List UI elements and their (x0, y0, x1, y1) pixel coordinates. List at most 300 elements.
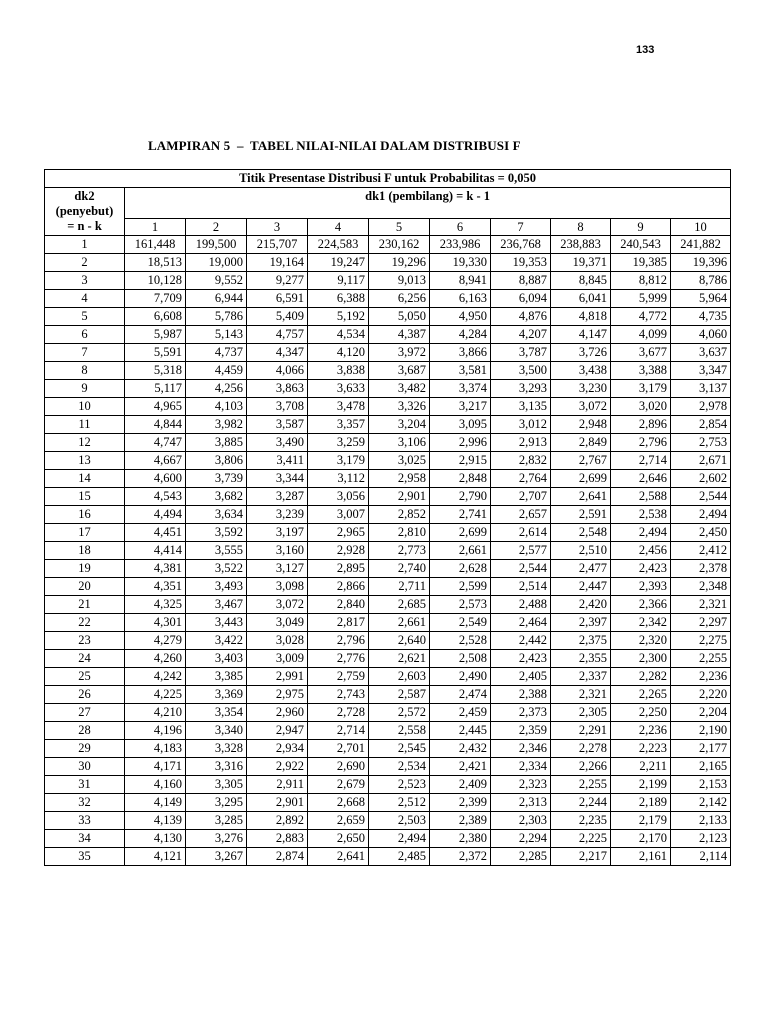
table-cell: 2,291 (551, 722, 611, 740)
table-cell: 4,451 (125, 524, 186, 542)
table-cell: 2,628 (430, 560, 491, 578)
table-cell: 4,325 (125, 596, 186, 614)
table-cell: 6,591 (247, 290, 308, 308)
table-cell: 5,987 (125, 326, 186, 344)
table-cell: 2,378 (671, 560, 731, 578)
table-cell: 2,948 (551, 416, 611, 434)
table-cell: 2,303 (491, 812, 551, 830)
table-cell: 2,892 (247, 812, 308, 830)
table-cell: 3,127 (247, 560, 308, 578)
table-cell: 2,558 (369, 722, 430, 740)
row-label: 35 (45, 848, 125, 866)
table-cell: 3,009 (247, 650, 308, 668)
table-cell: 2,278 (551, 740, 611, 758)
table-cell: 2,690 (308, 758, 369, 776)
table-cell: 2,668 (308, 794, 369, 812)
table-cell: 8,941 (430, 272, 491, 290)
table-cell: 3,007 (308, 506, 369, 524)
table-cell: 3,049 (247, 614, 308, 632)
table-cell: 2,896 (611, 416, 671, 434)
row-label: 20 (45, 578, 125, 596)
table-cell: 3,885 (186, 434, 247, 452)
table-cell: 2,165 (671, 758, 731, 776)
f-distribution-table (44, 169, 731, 866)
table-cell: 238,883 (551, 236, 611, 254)
table-cell: 3,403 (186, 650, 247, 668)
table-cell: 2,714 (308, 722, 369, 740)
table-cell: 4,260 (125, 650, 186, 668)
table-cell: 3,555 (186, 542, 247, 560)
table-cell: 2,602 (671, 470, 731, 488)
table-cell: 2,685 (369, 596, 430, 614)
table-cell: 3,340 (186, 722, 247, 740)
table-cell: 3,135 (491, 398, 551, 416)
table-cell: 2,297 (671, 614, 731, 632)
table-cell: 3,267 (186, 848, 247, 866)
table-cell: 2,342 (611, 614, 671, 632)
table-cell: 2,459 (430, 704, 491, 722)
table-cell: 2,650 (308, 830, 369, 848)
table-cell: 2,661 (369, 614, 430, 632)
table-cell: 3,293 (491, 380, 551, 398)
table-cell: 2,701 (308, 740, 369, 758)
table-cell: 2,707 (491, 488, 551, 506)
table-cell: 3,863 (247, 380, 308, 398)
table-cell: 2,346 (491, 740, 551, 758)
table-cell: 2,572 (369, 704, 430, 722)
table-cell: 3,443 (186, 614, 247, 632)
table-cell: 5,591 (125, 344, 186, 362)
table-cell: 4,210 (125, 704, 186, 722)
row-label: 24 (45, 650, 125, 668)
table-cell: 3,493 (186, 578, 247, 596)
table-cell: 3,295 (186, 794, 247, 812)
table-cell: 2,494 (671, 506, 731, 524)
table-cell: 2,512 (369, 794, 430, 812)
table-cell: 2,300 (611, 650, 671, 668)
table-cell: 2,236 (611, 722, 671, 740)
table-cell: 2,153 (671, 776, 731, 794)
table-cell: 3,347 (671, 362, 731, 380)
table-cell: 3,490 (247, 434, 308, 452)
table-cell: 2,432 (430, 740, 491, 758)
table-cell: 4,183 (125, 740, 186, 758)
table-cell: 161,448 (125, 236, 186, 254)
table-cell: 3,787 (491, 344, 551, 362)
row-label: 22 (45, 614, 125, 632)
table-cell: 6,094 (491, 290, 551, 308)
row-label: 25 (45, 668, 125, 686)
table-cell: 3,204 (369, 416, 430, 434)
table-cell: 4,965 (125, 398, 186, 416)
table-cell: 3,020 (611, 398, 671, 416)
table-cell: 19,330 (430, 254, 491, 272)
table-cell: 4,818 (551, 308, 611, 326)
table-cell: 3,328 (186, 740, 247, 758)
table-row (45, 650, 731, 668)
table-cell: 2,399 (430, 794, 491, 812)
dk2-header-line-3: = n - k (67, 219, 102, 233)
table-cell: 2,236 (671, 668, 731, 686)
table-cell: 19,247 (308, 254, 369, 272)
table-cell: 2,975 (247, 686, 308, 704)
table-cell: 3,276 (186, 830, 247, 848)
table-cell: 3,687 (369, 362, 430, 380)
table-cell: 2,445 (430, 722, 491, 740)
row-label: 18 (45, 542, 125, 560)
table-row (45, 362, 731, 380)
table-cell: 3,072 (247, 596, 308, 614)
table-cell: 4,196 (125, 722, 186, 740)
table-cell: 2,285 (491, 848, 551, 866)
table-cell: 6,608 (125, 308, 186, 326)
table-cell: 2,282 (611, 668, 671, 686)
row-label: 8 (45, 362, 125, 380)
table-row (45, 398, 731, 416)
row-label: 15 (45, 488, 125, 506)
table-cell: 3,072 (551, 398, 611, 416)
column-header: 5 (369, 219, 430, 236)
table-cell: 2,294 (491, 830, 551, 848)
table-cell: 4,256 (186, 380, 247, 398)
dk2-header-line-2: (penyebut) (55, 204, 114, 218)
table-cell: 4,844 (125, 416, 186, 434)
table-row (45, 632, 731, 650)
table-cell: 3,838 (308, 362, 369, 380)
table-cell: 2,849 (551, 434, 611, 452)
table-cell: 2,534 (369, 758, 430, 776)
table-row (45, 560, 731, 578)
table-cell: 19,353 (491, 254, 551, 272)
table-cell: 2,895 (308, 560, 369, 578)
table-cell: 2,189 (611, 794, 671, 812)
column-header: 8 (551, 219, 611, 236)
table-cell: 3,592 (186, 524, 247, 542)
table-cell: 2,250 (611, 704, 671, 722)
table-cell: 2,545 (369, 740, 430, 758)
table-cell: 4,066 (247, 362, 308, 380)
table-cell: 2,796 (308, 632, 369, 650)
row-label: 1 (45, 236, 125, 254)
table-cell: 3,285 (186, 812, 247, 830)
table-cell: 2,764 (491, 470, 551, 488)
table-cell: 2,359 (491, 722, 551, 740)
table-row (45, 326, 731, 344)
table-cell: 5,318 (125, 362, 186, 380)
table-cell: 2,659 (308, 812, 369, 830)
table-cell: 2,305 (551, 704, 611, 722)
dk2-header (45, 188, 125, 236)
table-cell: 2,334 (491, 758, 551, 776)
row-label: 14 (45, 470, 125, 488)
table-cell: 3,137 (671, 380, 731, 398)
row-label: 9 (45, 380, 125, 398)
table-cell: 2,965 (308, 524, 369, 542)
table-cell: 9,013 (369, 272, 430, 290)
table-cell: 2,866 (308, 578, 369, 596)
table-cell: 2,409 (430, 776, 491, 794)
table-cell: 2,646 (611, 470, 671, 488)
row-label: 30 (45, 758, 125, 776)
table-row (45, 722, 731, 740)
table-cell: 4,099 (611, 326, 671, 344)
table-cell: 3,411 (247, 452, 308, 470)
table-cell: 2,464 (491, 614, 551, 632)
table-cell: 3,682 (186, 488, 247, 506)
table-cell: 2,577 (491, 542, 551, 560)
table-cell: 5,964 (671, 290, 731, 308)
table-row (45, 290, 731, 308)
table-cell: 3,259 (308, 434, 369, 452)
table-cell: 4,459 (186, 362, 247, 380)
table-cell: 2,544 (491, 560, 551, 578)
table-cell: 3,028 (247, 632, 308, 650)
table-cell: 3,112 (308, 470, 369, 488)
table-cell: 2,741 (430, 506, 491, 524)
table-cell: 2,852 (369, 506, 430, 524)
table-cell: 4,120 (308, 344, 369, 362)
table-cell: 19,296 (369, 254, 430, 272)
table-cell: 4,160 (125, 776, 186, 794)
table-cell: 2,337 (551, 668, 611, 686)
table-cell: 2,538 (611, 506, 671, 524)
row-label: 17 (45, 524, 125, 542)
row-label: 26 (45, 686, 125, 704)
table-cell: 2,372 (430, 848, 491, 866)
table-cell: 3,369 (186, 686, 247, 704)
table-cell: 3,287 (247, 488, 308, 506)
row-label: 10 (45, 398, 125, 416)
table-cell: 4,121 (125, 848, 186, 866)
table-cell: 2,743 (308, 686, 369, 704)
table-cell: 5,050 (369, 308, 430, 326)
table-cell: 2,421 (430, 758, 491, 776)
f-distribution-table-container (44, 169, 730, 866)
table-cell: 2,235 (551, 812, 611, 830)
table-cell: 3,098 (247, 578, 308, 596)
table-cell: 2,978 (671, 398, 731, 416)
dk2-header-line-1: dk2 (74, 189, 95, 203)
column-header: 10 (671, 219, 731, 236)
table-cell: 2,503 (369, 812, 430, 830)
table-cell: 2,510 (551, 542, 611, 560)
table-cell: 233,986 (430, 236, 491, 254)
table-cell: 2,211 (611, 758, 671, 776)
table-cell: 3,217 (430, 398, 491, 416)
table-cell: 3,677 (611, 344, 671, 362)
table-cell: 2,790 (430, 488, 491, 506)
table-cell: 2,767 (551, 452, 611, 470)
table-cell: 2,759 (308, 668, 369, 686)
table-row (45, 596, 731, 614)
table-cell: 2,661 (430, 542, 491, 560)
column-header: 3 (247, 219, 308, 236)
table-cell: 3,739 (186, 470, 247, 488)
table-cell: 3,634 (186, 506, 247, 524)
table-cell: 8,845 (551, 272, 611, 290)
table-cell: 2,199 (611, 776, 671, 794)
row-label: 31 (45, 776, 125, 794)
column-header: 1 (125, 219, 186, 236)
table-cell: 2,548 (551, 524, 611, 542)
table-cell: 3,305 (186, 776, 247, 794)
table-cell: 2,373 (491, 704, 551, 722)
table-cell: 199,500 (186, 236, 247, 254)
table-cell: 2,177 (671, 740, 731, 758)
table-row (45, 848, 731, 866)
table-cell: 2,161 (611, 848, 671, 866)
table-cell: 2,508 (430, 650, 491, 668)
table-cell: 2,320 (611, 632, 671, 650)
table-cell: 2,133 (671, 812, 731, 830)
table-cell: 2,244 (551, 794, 611, 812)
table-cell: 2,901 (247, 794, 308, 812)
table-cell: 2,817 (308, 614, 369, 632)
table-cell: 4,060 (671, 326, 731, 344)
table-cell: 2,679 (308, 776, 369, 794)
table-cell: 4,876 (491, 308, 551, 326)
table-cell: 3,478 (308, 398, 369, 416)
table-cell: 2,599 (430, 578, 491, 596)
table-cell: 2,603 (369, 668, 430, 686)
table-cell: 2,393 (611, 578, 671, 596)
table-cell: 2,313 (491, 794, 551, 812)
table-cell: 19,000 (186, 254, 247, 272)
table-cell: 2,380 (430, 830, 491, 848)
column-header-row (45, 219, 731, 236)
table-row (45, 686, 731, 704)
table-cell: 2,753 (671, 434, 731, 452)
table-cell: 2,323 (491, 776, 551, 794)
table-cell: 2,883 (247, 830, 308, 848)
table-row (45, 452, 731, 470)
table-cell: 7,709 (125, 290, 186, 308)
table-cell: 2,544 (671, 488, 731, 506)
table-cell: 2,699 (430, 524, 491, 542)
table-cell: 4,543 (125, 488, 186, 506)
table-cell: 4,130 (125, 830, 186, 848)
table-cell: 2,528 (430, 632, 491, 650)
table-cell: 4,225 (125, 686, 186, 704)
table-cell: 3,357 (308, 416, 369, 434)
table-row (45, 740, 731, 758)
table-cell: 2,123 (671, 830, 731, 848)
table-cell: 5,409 (247, 308, 308, 326)
table-cell: 2,641 (308, 848, 369, 866)
table-cell: 2,477 (551, 560, 611, 578)
table-cell: 2,991 (247, 668, 308, 686)
table-cell: 4,737 (186, 344, 247, 362)
table-cell: 2,588 (611, 488, 671, 506)
table-cell: 2,960 (247, 704, 308, 722)
table-cell: 2,549 (430, 614, 491, 632)
table-cell: 3,972 (369, 344, 430, 362)
table-cell: 3,344 (247, 470, 308, 488)
table-cell: 4,301 (125, 614, 186, 632)
page-number: 133 (636, 44, 655, 56)
table-cell: 6,041 (551, 290, 611, 308)
table-cell: 5,192 (308, 308, 369, 326)
table-cell: 3,197 (247, 524, 308, 542)
table-cell: 2,854 (671, 416, 731, 434)
column-header: 6 (430, 219, 491, 236)
table-row (45, 506, 731, 524)
table-cell: 2,874 (247, 848, 308, 866)
table-cell: 2,388 (491, 686, 551, 704)
table-cell: 2,266 (551, 758, 611, 776)
table-row (45, 308, 731, 326)
table-cell: 3,482 (369, 380, 430, 398)
row-label: 2 (45, 254, 125, 272)
table-cell: 3,230 (551, 380, 611, 398)
table-cell: 5,999 (611, 290, 671, 308)
dk1-header: dk1 (pembilang) = k - 1 (125, 188, 731, 219)
table-row (45, 668, 731, 686)
table-cell: 215,707 (247, 236, 308, 254)
table-cell: 2,142 (671, 794, 731, 812)
table-cell: 2,840 (308, 596, 369, 614)
table-caption: Titik Presentase Distribusi F untuk Probabilitas = 0,050 (45, 170, 731, 188)
table-cell: 4,242 (125, 668, 186, 686)
table-cell: 2,275 (671, 632, 731, 650)
table-row (45, 236, 731, 254)
table-cell: 2,591 (551, 506, 611, 524)
table-cell: 2,776 (308, 650, 369, 668)
table-cell: 2,714 (611, 452, 671, 470)
table-cell: 2,375 (551, 632, 611, 650)
table-cell: 19,371 (551, 254, 611, 272)
table-cell: 2,913 (491, 434, 551, 452)
table-cell: 4,381 (125, 560, 186, 578)
table-cell: 241,882 (671, 236, 731, 254)
table-cell: 2,641 (551, 488, 611, 506)
table-row (45, 272, 731, 290)
table-cell: 3,708 (247, 398, 308, 416)
table-cell: 4,139 (125, 812, 186, 830)
table-cell: 3,500 (491, 362, 551, 380)
table-cell: 4,147 (551, 326, 611, 344)
table-cell: 2,587 (369, 686, 430, 704)
table-row (45, 578, 731, 596)
column-header: 2 (186, 219, 247, 236)
table-cell: 2,947 (247, 722, 308, 740)
table-row (45, 812, 731, 830)
table-body (45, 236, 731, 866)
table-cell: 2,423 (611, 560, 671, 578)
table-cell: 3,160 (247, 542, 308, 560)
table-cell: 10,128 (125, 272, 186, 290)
table-row (45, 758, 731, 776)
table-cell: 3,422 (186, 632, 247, 650)
table-cell: 4,347 (247, 344, 308, 362)
table-cell: 3,025 (369, 452, 430, 470)
table-cell: 19,396 (671, 254, 731, 272)
table-cell: 2,573 (430, 596, 491, 614)
table-cell: 2,488 (491, 596, 551, 614)
table-cell: 4,600 (125, 470, 186, 488)
table-cell: 2,671 (671, 452, 731, 470)
table-cell: 3,179 (308, 452, 369, 470)
table-cell: 3,012 (491, 416, 551, 434)
table-row (45, 434, 731, 452)
table-row (45, 254, 731, 272)
table-cell: 2,397 (551, 614, 611, 632)
row-label: 13 (45, 452, 125, 470)
table-cell: 3,326 (369, 398, 430, 416)
table-cell: 2,225 (551, 830, 611, 848)
table-cell: 3,056 (308, 488, 369, 506)
table-cell: 6,163 (430, 290, 491, 308)
